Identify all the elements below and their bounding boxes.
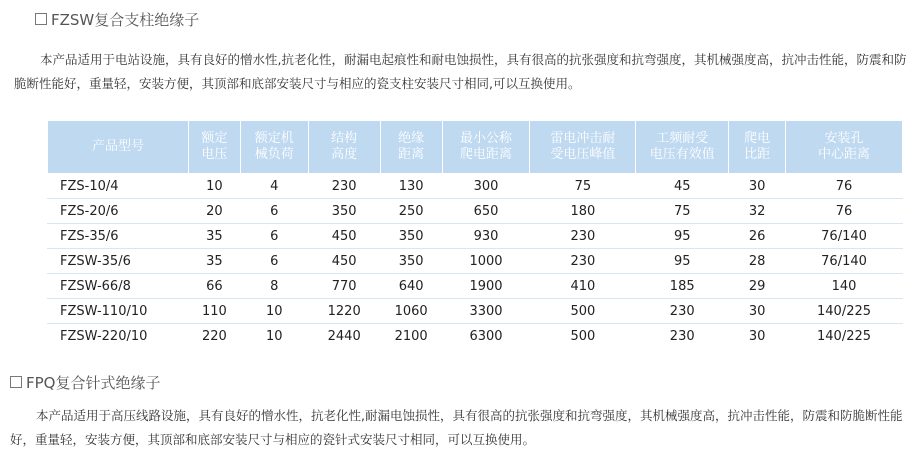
- fpq-description: 本产品适用于高压线路设施，具有良好的憎水性，抗老化性,耐漏电蚀损性，具有很高的抗张强度和抗弯强度，其机械强度高，抗冲击性能，防震和防脆断性能好，重量轻，安装方便，其顶部和底部安装尺寸与相应的瓷针式安装尺寸相同，可以互换使用。: [10, 408, 903, 447]
- column-header-line: 爬电距离: [460, 147, 513, 162]
- value-cell: 1060: [380, 299, 442, 324]
- value-cell: 26: [729, 224, 786, 249]
- column-header-line: 受电压峰值: [550, 147, 616, 162]
- section-title-text: FZSW复合支柱绝缘子: [51, 11, 200, 29]
- column-header-line: 电压有效值: [649, 147, 715, 162]
- value-cell: 2440: [308, 324, 380, 349]
- value-cell: 230: [530, 224, 636, 249]
- section-title-text: FPQ复合针式绝缘子: [26, 374, 161, 392]
- table-row: [48, 299, 903, 324]
- value-cell: 140: [786, 274, 903, 299]
- value-cell: 10: [240, 324, 308, 349]
- spec-table: [47, 120, 903, 348]
- column-header-line: 械负荷: [254, 147, 294, 162]
- model-cell: FZSW-35/6: [48, 249, 189, 274]
- value-cell: 20: [188, 199, 240, 224]
- value-cell: 6: [240, 199, 308, 224]
- column-header: [786, 121, 903, 174]
- column-header: [442, 121, 530, 174]
- checkbox-square-icon: [10, 376, 22, 388]
- value-cell: 230: [636, 324, 729, 349]
- value-cell: 350: [380, 224, 442, 249]
- column-header-line: 绝缘: [398, 131, 425, 146]
- value-cell: 350: [308, 199, 380, 224]
- value-cell: 250: [380, 199, 442, 224]
- value-cell: 10: [188, 174, 240, 199]
- value-cell: 350: [380, 249, 442, 274]
- value-cell: 230: [530, 249, 636, 274]
- value-cell: 4: [240, 174, 308, 199]
- value-cell: 180: [530, 199, 636, 224]
- value-cell: 450: [308, 249, 380, 274]
- value-cell: 30: [729, 299, 786, 324]
- value-cell: 220: [188, 324, 240, 349]
- table-row: [48, 324, 903, 349]
- fzsw-description: 本产品适用于电站设施，具有良好的憎水性,抗老化性，耐漏电起痕性和耐电蚀损性，具有很高的抗张强度和抗弯强度，其机械强度高，抗冲击性能，防震和防脆断性能好，重量轻，安装方便，其顶部和底部安装尺寸与相应的瓷支柱安装尺寸相同,可以互换使用。: [14, 52, 907, 91]
- value-cell: 66: [188, 274, 240, 299]
- model-cell: FZSW-66/8: [48, 274, 189, 299]
- value-cell: 6: [240, 224, 308, 249]
- table-row: [48, 274, 903, 299]
- value-cell: 75: [530, 174, 636, 199]
- column-header: [240, 121, 308, 174]
- value-cell: 45: [636, 174, 729, 199]
- section-title-fpq: [10, 372, 160, 393]
- column-header-line: 爬电: [744, 131, 771, 146]
- value-cell: 230: [308, 174, 380, 199]
- model-cell: FZS-20/6: [48, 199, 189, 224]
- value-cell: 95: [636, 224, 729, 249]
- value-cell: 110: [188, 299, 240, 324]
- value-cell: 640: [380, 274, 442, 299]
- value-cell: 75: [636, 199, 729, 224]
- value-cell: 300: [442, 174, 530, 199]
- model-cell: FZSW-220/10: [48, 324, 189, 349]
- value-cell: 76: [786, 199, 903, 224]
- column-header: [729, 121, 786, 174]
- column-header: [188, 121, 240, 174]
- column-header: [48, 121, 189, 174]
- value-cell: 6: [240, 249, 308, 274]
- value-cell: 35: [188, 224, 240, 249]
- checkbox-square-icon: [35, 13, 47, 25]
- value-cell: 2100: [380, 324, 442, 349]
- value-cell: 76/140: [786, 249, 903, 274]
- column-header-line: 最小公称: [460, 131, 513, 146]
- value-cell: 10: [240, 299, 308, 324]
- table-row: [48, 174, 903, 199]
- value-cell: 28: [729, 249, 786, 274]
- value-cell: 30: [729, 324, 786, 349]
- value-cell: 230: [636, 299, 729, 324]
- value-cell: 76/140: [786, 224, 903, 249]
- table-row: [48, 199, 903, 224]
- table-row: [48, 224, 903, 249]
- column-header-line: 结构: [331, 131, 358, 146]
- value-cell: 410: [530, 274, 636, 299]
- column-header-line: 额定: [201, 131, 228, 146]
- model-cell: FZS-35/6: [48, 224, 189, 249]
- column-header-line: 中心距离: [818, 147, 871, 162]
- value-cell: 76: [786, 174, 903, 199]
- value-cell: 185: [636, 274, 729, 299]
- value-cell: 95: [636, 249, 729, 274]
- value-cell: 1900: [442, 274, 530, 299]
- value-cell: 130: [380, 174, 442, 199]
- column-header-line: 比距: [744, 147, 771, 162]
- column-header-line: 产品型号: [91, 139, 144, 154]
- column-header-line: 额定机: [254, 131, 294, 146]
- table-header-row: [48, 121, 903, 174]
- value-cell: 500: [530, 299, 636, 324]
- value-cell: 650: [442, 199, 530, 224]
- column-header-line: 雷电冲击耐: [550, 131, 616, 146]
- value-cell: 29: [729, 274, 786, 299]
- value-cell: 770: [308, 274, 380, 299]
- column-header: [530, 121, 636, 174]
- column-header-line: 工频耐受: [656, 131, 709, 146]
- value-cell: 1220: [308, 299, 380, 324]
- column-header-line: 安装孔: [824, 131, 864, 146]
- value-cell: 8: [240, 274, 308, 299]
- column-header: [308, 121, 380, 174]
- section-title-fzsw: [35, 9, 199, 30]
- value-cell: 30: [729, 174, 786, 199]
- value-cell: 3300: [442, 299, 530, 324]
- column-header-line: 高度: [331, 147, 358, 162]
- value-cell: 140/225: [786, 299, 903, 324]
- value-cell: 32: [729, 199, 786, 224]
- value-cell: 140/225: [786, 324, 903, 349]
- value-cell: 500: [530, 324, 636, 349]
- value-cell: 1000: [442, 249, 530, 274]
- column-header: [636, 121, 729, 174]
- table-row: [48, 249, 903, 274]
- column-header-line: 距离: [398, 147, 425, 162]
- value-cell: 450: [308, 224, 380, 249]
- value-cell: 35: [188, 249, 240, 274]
- column-header: [380, 121, 442, 174]
- model-cell: FZSW-110/10: [48, 299, 189, 324]
- column-header-line: 电压: [201, 147, 228, 162]
- value-cell: 6300: [442, 324, 530, 349]
- model-cell: FZS-10/4: [48, 174, 189, 199]
- value-cell: 930: [442, 224, 530, 249]
